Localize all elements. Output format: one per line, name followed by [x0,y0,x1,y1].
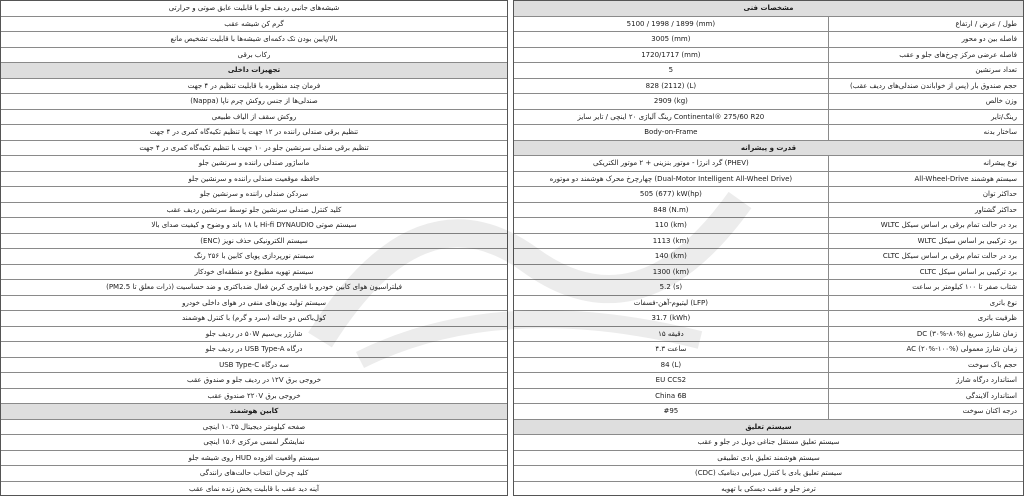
spec-value: 5.2 (s) [514,280,829,295]
spec-value: 31.7 (kWh) [514,311,829,326]
feature-text: صفحه کیلومتر دیجیتال ۱۰.۲۵ اینچی [202,422,306,431]
spec-row [514,79,1023,95]
spec-value: 848 (N.m) [514,203,829,218]
feature-text: خروجی برق ۲۲۰V صندوق عقب [207,391,301,400]
feature-text: درگاه USB Type-A در ردیف جلو [205,345,303,354]
spec-label: وزن خالص [985,97,1017,106]
spec-text: سیستم تعلیق بادی با کنترل میرایی دینامیک (CDC) [695,469,842,478]
spec-value: 2909 (kg) [514,94,829,109]
spec-row [514,32,1023,48]
spec-label: زمان شارژ سریع DC (۳۰%-۸۰%) [916,329,1017,338]
feature-text: تنظیم برقی صندلی راننده در ۱۲ جهت با تنظیم تکیه‌گاه کمری در ۴ جهت [149,128,359,137]
spec-row [514,451,1023,467]
feature-row [1,172,507,188]
spec-label: برد در حالت تمام برقی بر اساس سیکل WLTC [880,221,1017,230]
feature-row [1,265,507,281]
feature-text: گرم کن شیشه عقب [224,19,284,28]
feature-text: رکاب برقی [237,50,271,59]
feature-row [1,48,507,64]
spec-label: زمان شارژ معمولی AC (۲۰%-۱۰۰%) [906,345,1017,354]
spec-value: 505 (677) kW(hp) [514,187,829,202]
spec-row [514,327,1023,343]
spec-row [514,342,1023,358]
feature-row [1,234,507,250]
spec-label: حداکثر توان [982,190,1017,199]
feature-row [1,280,507,296]
spec-value: #95 [514,404,829,419]
feature-text: کول‌باکس دو حالته (سرد و گرم) با کنترل هوشمند [182,314,326,323]
feature-row [1,420,507,436]
spec-row [514,311,1023,327]
spec-label: رینگ/تایر [991,112,1017,121]
feature-row [1,110,507,126]
feature-text: سیستم صوتی Hi-fi DYNAUDIO با ۱۸ باند و وضوح و کیفیت صدای بالا [151,221,357,230]
section-header [514,1,1023,17]
spec-row [514,296,1023,312]
spec-label: درجه اکتان سوخت [962,407,1017,416]
feature-text: سیستم تهویه مطبوع دو منطقه‌ای خودکار [194,267,314,276]
feature-text: فیلتراسیون هوای کابین خودرو با فناوری کربن فعال ضدباکتری و ضد حساسیت (ذرات معلق تا PM2.5) [106,283,402,292]
feature-text: فرمان چند منظوره با قابلیت تنظیم در ۴ جهت [187,81,321,90]
feature-row [1,296,507,312]
spec-value: رینگ آلیاژی ۲۰ اینچی / تایر سایز Continental® 275/60 R20 [514,110,829,125]
spec-value: 1720/1717 (mm) [514,48,829,63]
feature-row [1,156,507,172]
spec-row [514,94,1023,110]
section-title: کابین هوشمند [1,404,507,419]
spec-label: برد ترکیبی بر اساس سیکل CLTC [919,267,1017,276]
spec-label: ساختار بدنه [983,128,1017,137]
spec-value: China 6B [514,389,829,404]
spec-value: ۴.۳ ساعت [514,342,829,357]
spec-row [514,466,1023,482]
spec-value: 828 (2112) (L) [514,79,829,94]
feature-row [1,125,507,141]
feature-row [1,389,507,405]
feature-text: حافظه موقعیت صندلی راننده و سرنشین جلو [188,174,320,183]
spec-row [514,435,1023,451]
feature-text: نمایشگر لمسی مرکزی ۱۵.۶ اینچی [203,438,305,447]
spec-row [514,63,1023,79]
spec-row [514,280,1023,296]
feature-row [1,1,507,17]
spec-label: نوع باتری [989,298,1017,307]
feature-text: سیستم نورپردازی پویای کابین با ۲۵۶ رنگ [194,252,314,261]
feature-text: آینه دید عقب با قابلیت پخش زنده نمای عقب [189,484,319,493]
feature-text: شیشه‌های جانبی ردیف جلو با قابلیت عایق صوتی و حرارتی [168,4,340,13]
feature-row [1,187,507,203]
spec-value: لیتیوم-آهن-فسفات (LFP) [514,296,829,311]
feature-row [1,435,507,451]
spec-label: استاندارد درگاه شارژ [956,376,1017,385]
section-header [1,404,507,420]
spec-value: Body-on-Frame [514,125,829,140]
spec-label: فاصله بین دو محور [961,35,1017,44]
spec-value: 84 (L) [514,358,829,373]
feature-text: روکش سقف از الیاف طبیعی [211,112,297,121]
feature-row [1,218,507,234]
spec-value: گرد انرژا - موتور بنزینی + ۲ موتور الکتریکی (PHEV) [514,156,829,171]
spec-label: برد در حالت تمام برقی بر اساس سیکل CLTC [882,252,1017,261]
spec-text: سیستم هوشمند تعلیق بادی تطبیقی [717,453,820,462]
spec-row [514,482,1023,496]
spec-row [514,125,1023,141]
spec-label: شتاب صفر تا ۱۰۰ کیلومتر بر ساعت [912,283,1017,292]
spec-value: 110 (km) [514,218,829,233]
feature-row [1,451,507,467]
spec-label: حداکثر گشتاور [974,205,1017,214]
spec-value: 1113 (km) [514,234,829,249]
spec-value: 140 (km) [514,249,829,264]
spec-value: ۱۵ دقیقه [514,327,829,342]
spec-label: نوع پیشرانه [983,159,1017,168]
feature-text: سیستم الکترونیکی حذف نویز (ENC) [200,236,308,245]
spec-row [514,156,1023,172]
section-title: قدرت و پیشرانه [514,141,1023,156]
feature-text: سیستم واقعیت افزوده HUD روی شیشه جلو [188,453,320,462]
spec-row [514,172,1023,188]
spec-label: برد ترکیبی بر اساس سیکل WLTC [917,236,1017,245]
feature-text: سردکن صندلی راننده و سرنشین جلو [199,190,309,199]
spec-value: 1300 (km) [514,265,829,280]
feature-row [1,141,507,157]
feature-text: کلید کنترل صندلی سرنشین جلو توسط سرنشین ردیف عقب [166,205,342,214]
spec-value: 5100 / 1998 / 1899 (mm) [514,17,829,32]
spec-row [514,234,1023,250]
feature-row [1,79,507,95]
section-title: سیستم تعلیق [514,420,1023,435]
feature-text: کلید چرخان انتخاب حالت‌های رانندگی [199,469,309,478]
spec-row [514,187,1023,203]
spec-label: ظرفیت باتری [977,314,1017,323]
feature-row [1,466,507,482]
spec-label: فاصله عرضی مرکز چرخ‌های جلو و عقب [899,50,1017,59]
spec-row [514,110,1023,126]
feature-row [1,203,507,219]
spec-label: طول / عرض / ارتفاع [955,19,1017,28]
spec-label: حجم باک سوخت [968,360,1017,369]
feature-row [1,373,507,389]
spec-label: سیستم هوشمند All-Wheel-Drive [914,174,1017,183]
section-header [514,420,1023,436]
feature-text: شارژر بی‌سیم ۵۰W در ردیف جلو [205,329,303,338]
feature-row [1,482,507,496]
spec-text: ترمز جلو و عقب دیسکی با تهویه [721,484,816,493]
feature-row [1,249,507,265]
features-table [0,0,508,496]
feature-text: سیستم تولید یون‌های منفی در هوای داخلی خودرو [182,298,326,307]
spec-label: حجم صندوق بار (پس از خواباندن صندلی‌های ردیف عقب) [850,81,1017,90]
spec-row [514,48,1023,64]
spec-value: چهارچرخ محرک هوشمند دو موتوره (Dual-Motor Intelligent All-Wheel Drive) [514,172,829,187]
spec-row [514,389,1023,405]
feature-row [1,32,507,48]
section-header [514,141,1023,157]
spec-text: سیستم تعلیق مستقل جناغی دوبل در جلو و عقب [697,438,840,447]
feature-text: تنظیم برقی صندلی سرنشین جلو در ۱۰ جهت با تنظیم تکیه‌گاه کمری در ۴ جهت [139,143,369,152]
feature-text: سه درگاه USB Type-C [219,360,289,369]
spec-row [514,249,1023,265]
feature-text: ماساژور صندلی راننده و سرنشین جلو [198,159,310,168]
spec-row [514,358,1023,374]
spec-row [514,17,1023,33]
feature-row [1,342,507,358]
spec-value: EU CCS2 [514,373,829,388]
feature-row [1,327,507,343]
section-header [1,63,507,79]
feature-row [1,311,507,327]
spec-row [514,265,1023,281]
feature-text: بالا/پایین بودن تک دکمه‌ای شیشه‌ها با قابلیت تشخیص مانع [170,35,338,44]
feature-row [1,94,507,110]
spec-value: 5 [514,63,829,78]
spec-value: 3005 (mm) [514,32,829,47]
spec-row [514,404,1023,420]
spec-row [514,203,1023,219]
feature-row [1,358,507,374]
spec-label: استاندارد آلایندگی [965,391,1017,400]
feature-row [1,17,507,33]
specs-table [513,0,1024,496]
section-title: مشخصات فنی [514,1,1023,16]
spec-row [514,373,1023,389]
spec-label: تعداد سرنشین [975,66,1017,75]
section-title: تجهیزات داخلی [1,63,507,78]
feature-text: خروجی برق ۱۲V در ردیف جلو و صندوق عقب [186,376,322,385]
feature-text: صندلی‌ها از جنس روکش چرم ناپا (Nappa) [190,97,318,106]
spec-row [514,218,1023,234]
